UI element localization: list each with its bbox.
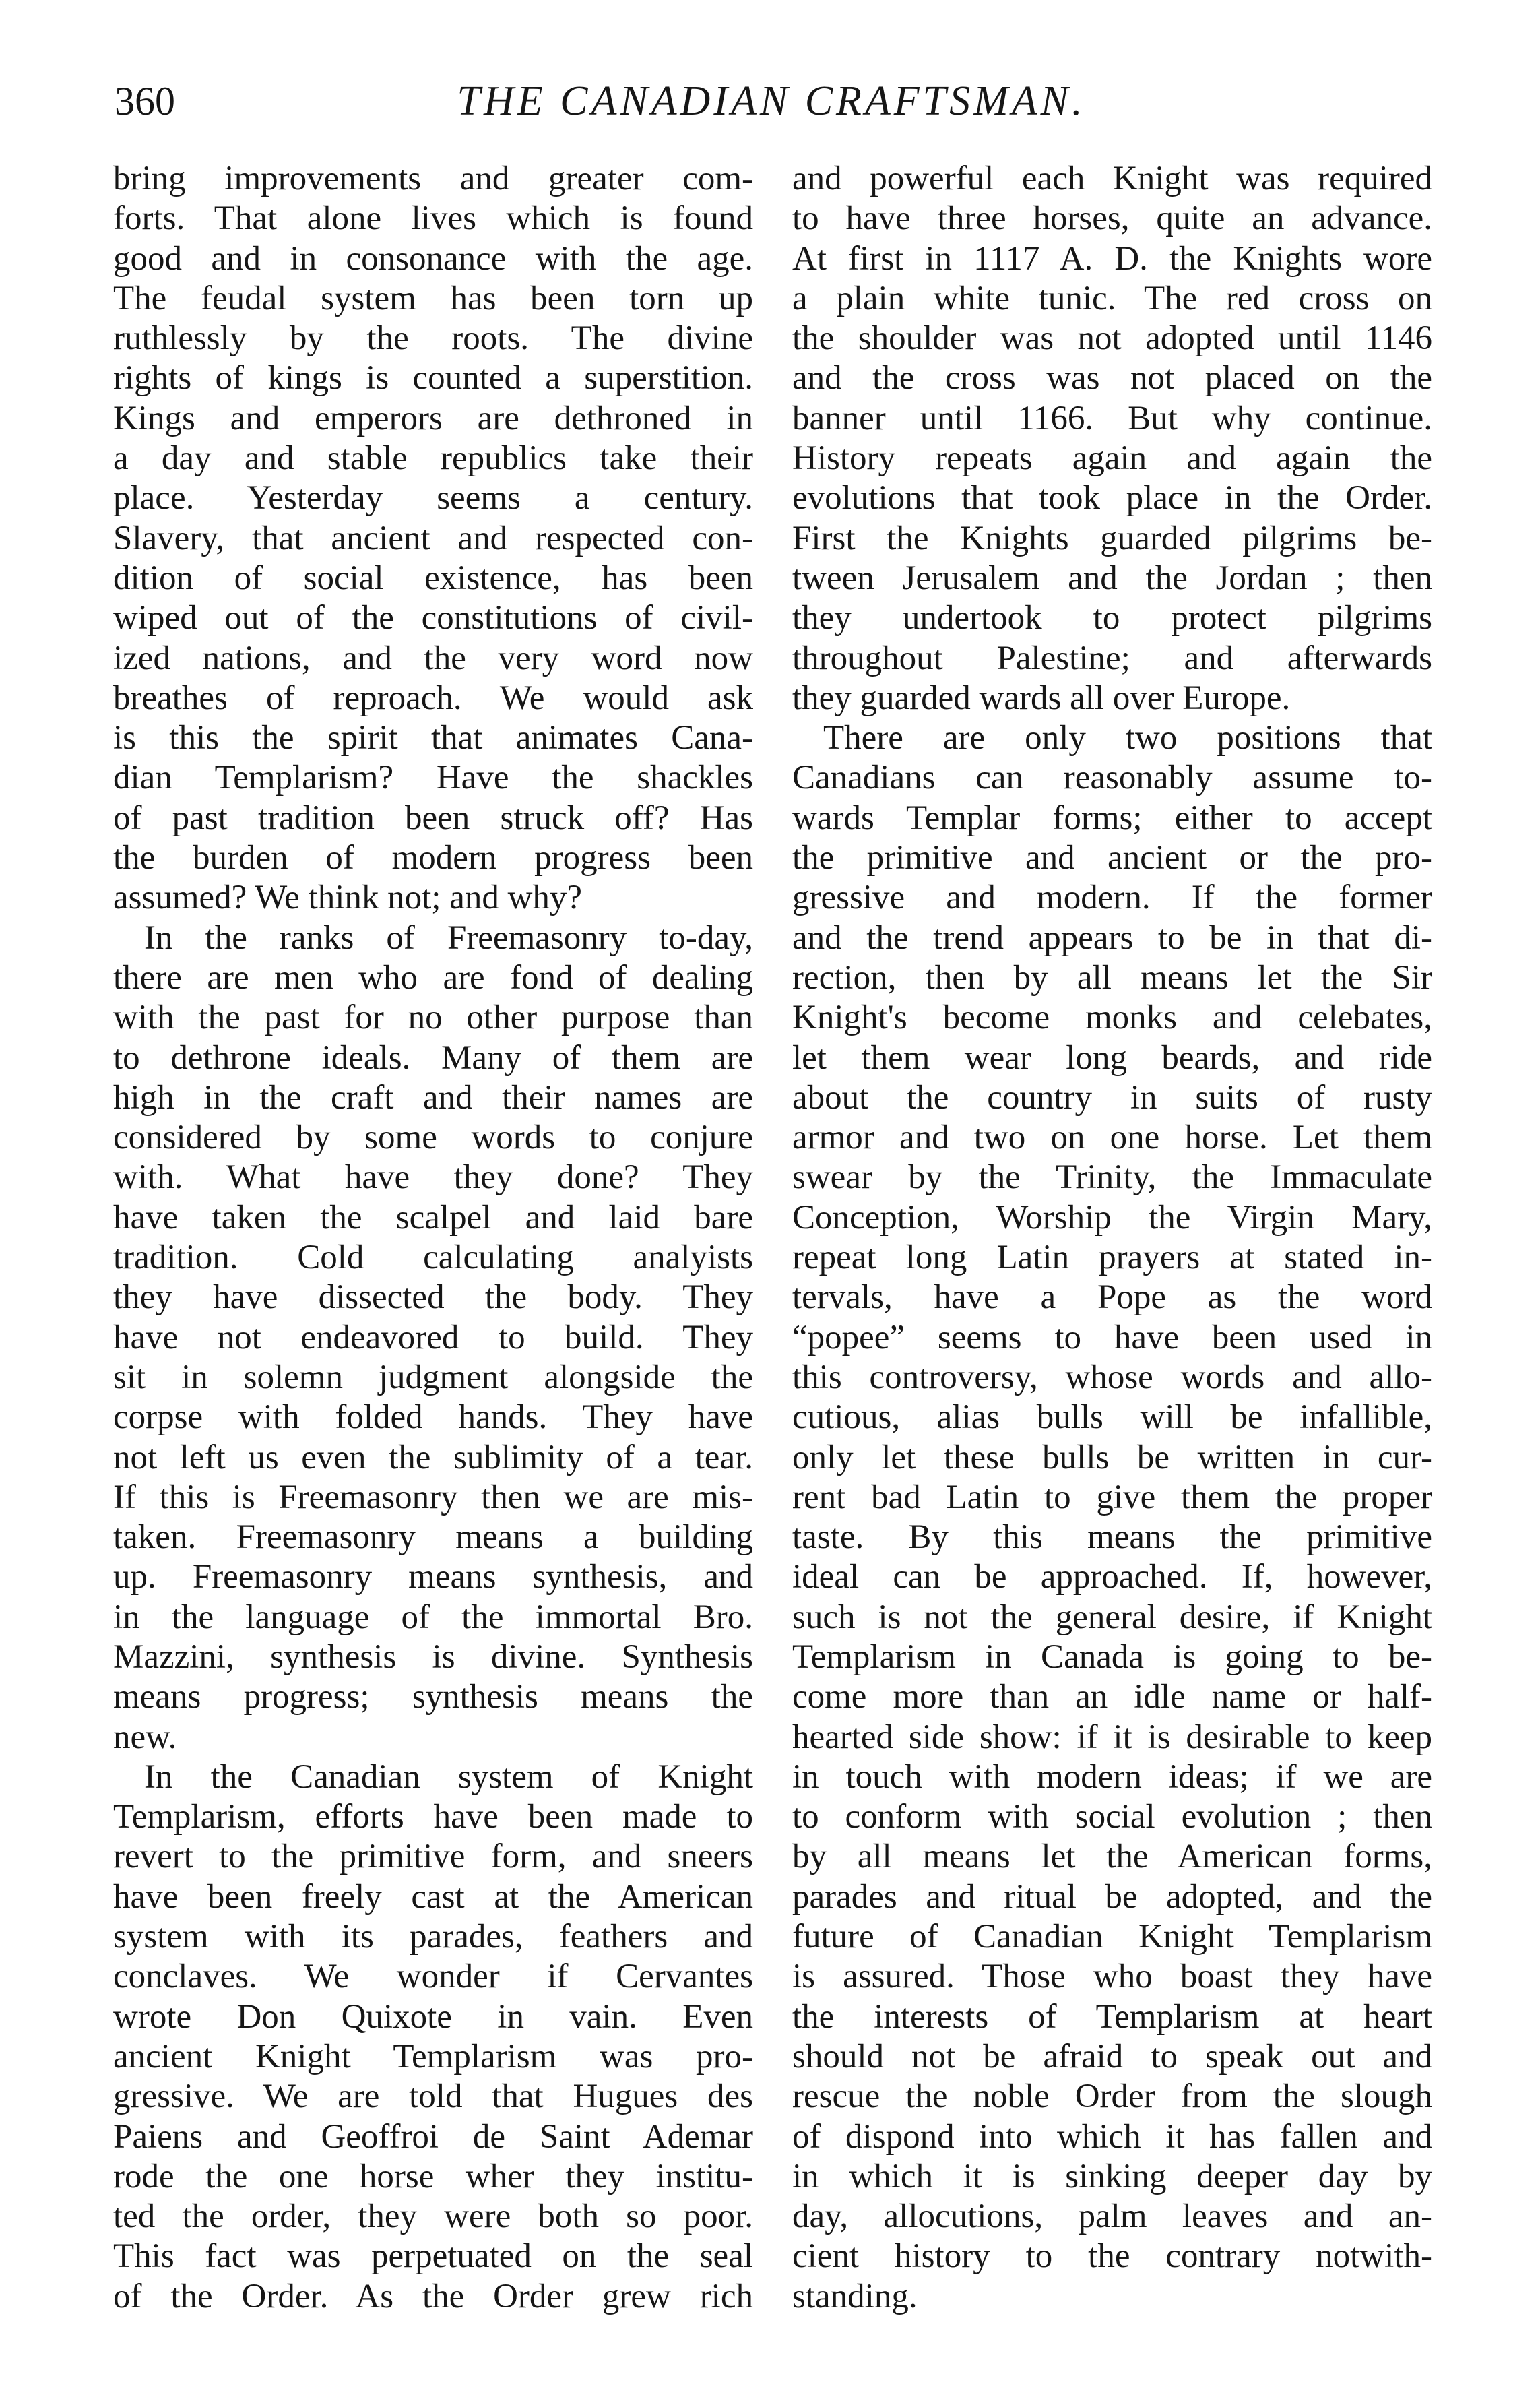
text-line: considered by some words to conjure <box>113 1119 753 1157</box>
text-line: hearted side show: if it is desirable to keep <box>792 1718 1432 1756</box>
text-line: “popee” seems to have been used in <box>792 1318 1432 1356</box>
text-line: the burden of modern progress been <box>113 839 753 877</box>
right-column <box>792 159 1432 2317</box>
text-line: In the ranks of Freemasonry to-day, <box>144 918 753 957</box>
text-line: If this is Freemasonry then we are mis- <box>113 1478 753 1516</box>
left-column <box>113 159 753 2317</box>
text-line: Kings and emperors are dethroned in <box>113 399 753 437</box>
text-line: place. Yesterday seems a century. <box>113 479 753 518</box>
text-line: taste. By this means the primitive <box>792 1518 1432 1557</box>
text-line: there are men who are fond of dealing <box>113 958 753 997</box>
text-line: the shoulder was not adopted until 1146 <box>792 319 1432 358</box>
text-line: come more than an idle name or half- <box>792 1678 1432 1716</box>
text-line: and powerful each Knight was required <box>792 160 1432 197</box>
text-line: with. What have they done? They <box>113 1158 753 1197</box>
text-line: rights of kings is counted a superstition. <box>113 359 753 398</box>
text-line: revert to the primitive form, and sneers <box>113 1838 753 1876</box>
text-line: ancient Knight Templarism was pro- <box>113 2037 753 2076</box>
text-line: swear by the Trinity, the Immaculate <box>792 1158 1432 1197</box>
text-line: tradition. Cold calculating analyists <box>113 1239 753 1277</box>
text-line: to conform with social evolution ; then <box>792 1798 1432 1836</box>
text-line: Conception, Worship the Virgin Mary, <box>792 1198 1432 1237</box>
text-line: breathes of reproach. We would ask <box>113 679 753 717</box>
text-line: and the cross was not placed on the <box>792 359 1432 398</box>
text-line: in touch with modern ideas; if we are <box>792 1757 1432 1796</box>
text-line: good and in consonance with the age. <box>113 239 753 278</box>
text-line: History repeats again and again the <box>792 439 1432 478</box>
text-line: day, allocutions, palm leaves and an- <box>792 2197 1432 2236</box>
text-line: cient history to the contrary notwith- <box>792 2237 1432 2276</box>
text-line: repeat long Latin prayers at stated in- <box>792 1239 1432 1277</box>
text-line: rection, then by all means let the Sir <box>792 958 1432 997</box>
journal-title: THE CANADIAN CRAFTSMAN. <box>457 78 1086 124</box>
text-line: to have three horses, quite an advance. <box>792 199 1432 238</box>
text-line: In the Canadian system of Knight <box>144 1757 753 1796</box>
text-line: Knight's become monks and celebates, <box>792 999 1432 1037</box>
text-line: the primitive and ancient or the pro- <box>792 839 1432 877</box>
text-line: standing. <box>792 2277 918 2315</box>
text-line: not left us even the sublimity of a tear. <box>113 1438 753 1476</box>
text-line: gressive. We are told that Hugues des <box>113 2078 753 2116</box>
text-line: tween Jerusalem and the Jordan ; then <box>792 559 1432 597</box>
text-line: banner until 1166. But why continue. <box>792 399 1432 437</box>
text-line: means progress; synthesis means the <box>113 1678 753 1716</box>
text-line: assumed? We think not; and why? <box>113 879 583 917</box>
text-line: cutious, alias bulls will be infallible, <box>792 1398 1432 1437</box>
text-line: ruthlessly by the roots. The divine <box>113 319 753 358</box>
text-line: high in the craft and their names are <box>113 1078 753 1117</box>
text-line: with the past for no other purpose than <box>113 999 753 1037</box>
text-line: evolutions that took place in the Order. <box>792 479 1432 518</box>
text-line: only let these bulls be written in cur- <box>792 1438 1432 1476</box>
text-line: wards Templar forms; either to accept <box>792 799 1432 837</box>
text-line: and the trend appears to be in that di- <box>792 918 1432 957</box>
text-line: There are only two positions that <box>823 719 1432 757</box>
text-line: rent bad Latin to give them the proper <box>792 1478 1432 1516</box>
text-line: Paiens and Geoffroi de Saint Ademar <box>113 2117 753 2156</box>
text-line: to dethrone ideals. Many of them are <box>113 1038 753 1077</box>
text-line: in the language of the immortal Bro. <box>113 1598 753 1636</box>
text-line: The feudal system has been torn up <box>113 279 753 317</box>
text-line: they have dissected the body. They <box>113 1278 753 1317</box>
text-line: wrote Don Quixote in vain. Even <box>113 1997 753 2036</box>
text-line: is this the spirit that animates Cana- <box>113 719 753 757</box>
text-line: tervals, have a Pope as the word <box>792 1278 1432 1317</box>
text-line: armor and two on one horse. Let them <box>792 1119 1432 1157</box>
text-line: is assured. Those who boast they have <box>792 1958 1432 1996</box>
text-line: ized nations, and the very word now <box>113 639 753 677</box>
text-line: throughout Palestine; and afterwards <box>792 639 1432 677</box>
text-line: should not be afraid to speak out and <box>792 2037 1432 2076</box>
text-line: of the Order. As the Order grew rich <box>113 2277 753 2315</box>
text-line: have taken the scalpel and laid bare <box>113 1198 753 1237</box>
text-line: system with its parades, feathers and <box>113 1918 753 1956</box>
running-head <box>108 74 1435 128</box>
text-line: about the country in suits of rusty <box>792 1078 1432 1117</box>
text-line: they guarded wards all over Europe. <box>792 679 1291 717</box>
text-line: ideal can be approached. If, however, <box>792 1558 1432 1596</box>
text-line: have not endeavored to build. They <box>113 1318 753 1356</box>
text-line: gressive and modern. If the former <box>792 879 1432 917</box>
text-line: corpse with folded hands. They have <box>113 1398 753 1437</box>
text-line: rescue the noble Order from the slough <box>792 2078 1432 2116</box>
text-line: Slavery, that ancient and respected con- <box>113 519 753 557</box>
text-line: have been freely cast at the American <box>113 1877 753 1916</box>
text-line: taken. Freemasonry means a building <box>113 1518 753 1557</box>
text-line: parades and ritual be adopted, and the <box>792 1877 1432 1916</box>
text-line: ted the order, they were both so poor. <box>113 2197 753 2236</box>
text-line: new. <box>113 1718 177 1756</box>
text-line: Mazzini, synthesis is divine. Synthesis <box>113 1637 753 1676</box>
text-line: in which it is sinking deeper day by <box>792 2157 1432 2195</box>
text-line: such is not the general desire, if Knight <box>792 1598 1432 1636</box>
text-line: This fact was perpetuated on the seal <box>113 2237 753 2276</box>
text-line: dian Templarism? Have the shackles <box>113 759 753 797</box>
text-line: wiped out of the constitutions of civil- <box>113 599 753 637</box>
text-line: Templarism in Canada is going to be- <box>792 1637 1432 1676</box>
text-line: rode the one horse wher they institu- <box>113 2157 753 2195</box>
text-line: dition of social existence, has been <box>113 559 753 597</box>
text-line: of dispond into which it has fallen and <box>792 2117 1432 2156</box>
text-line: this controversy, whose words and allo- <box>792 1358 1432 1396</box>
text-line: At first in 1117 A. D. the Knights wore <box>792 239 1432 278</box>
text-line: forts. That alone lives which is found <box>113 199 753 238</box>
text-line: a plain white tunic. The red cross on <box>792 279 1432 317</box>
text-line: by all means let the American forms, <box>792 1838 1432 1876</box>
text-line: future of Canadian Knight Templarism <box>792 1918 1432 1956</box>
text-line: sit in solemn judgment alongside the <box>113 1358 753 1396</box>
text-line: First the Knights guarded pilgrims be- <box>792 519 1432 557</box>
text-line: bring improvements and greater com- <box>113 160 753 197</box>
text-line: the interests of Templarism at heart <box>792 1997 1432 2036</box>
text-line: let them wear long beards, and ride <box>792 1038 1432 1077</box>
text-line: a day and stable republics take their <box>113 439 753 478</box>
text-line: conclaves. We wonder if Cervantes <box>113 1958 753 1996</box>
page-number: 360 <box>115 79 175 123</box>
text-line: Canadians can reasonably assume to- <box>792 759 1432 797</box>
text-line: of past tradition been struck off? Has <box>113 799 753 837</box>
text-line: up. Freemasonry means synthesis, and <box>113 1558 753 1596</box>
text-line: Templarism, efforts have been made to <box>113 1798 753 1836</box>
text-line: they undertook to protect pilgrims <box>792 599 1432 637</box>
